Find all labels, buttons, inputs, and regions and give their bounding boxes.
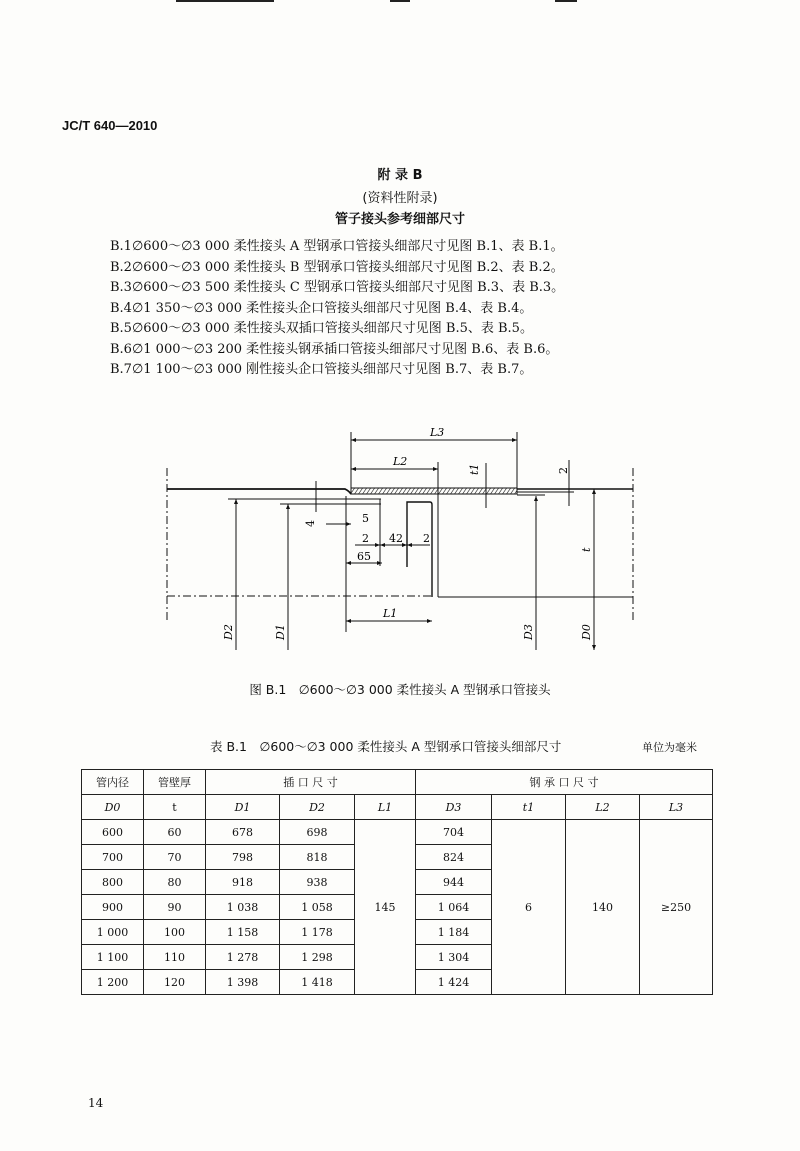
- dim-label: D3: [522, 624, 535, 640]
- list-item: B.2∅600～∅3 000 柔性接头 B 型钢承口管接头细部尺寸见图 B.2、表 B.2。: [110, 259, 564, 275]
- dim-label: 65: [357, 550, 371, 563]
- appendix-title: 附 录 B: [377, 168, 423, 183]
- cell: 918: [206, 870, 280, 895]
- table-row: [82, 820, 713, 845]
- cell: 798: [206, 845, 280, 870]
- dim-label: 2: [557, 467, 570, 474]
- standard-code: JC/T 640—2010: [62, 118, 158, 133]
- cell: 1 298: [280, 945, 355, 970]
- list-item: B.1∅600～∅3 000 柔性接头 A 型钢承口管接头细部尺寸见图 B.1、表 B.1。: [110, 239, 564, 254]
- cell: 1 000: [82, 920, 144, 945]
- cell: 938: [280, 870, 355, 895]
- appendix-subtitle: (资料性附录): [362, 191, 438, 206]
- cell: 1 158: [206, 920, 280, 945]
- cell: 70: [144, 845, 206, 870]
- header-D3: D3: [445, 800, 462, 814]
- cell: 1 058: [280, 895, 355, 920]
- header-wall: 管壁厚: [144, 770, 206, 795]
- dimension-table: [81, 769, 713, 995]
- dim-label: 5: [362, 512, 369, 525]
- cell: 800: [82, 870, 144, 895]
- header-bell: 钢 承 口 尺 寸: [416, 770, 713, 795]
- cell: 1 178: [280, 920, 355, 945]
- cell: 1 304: [416, 945, 492, 970]
- cell-t1: 6: [492, 820, 566, 995]
- page-number: 14: [88, 1096, 104, 1110]
- dim-label: 4: [304, 520, 317, 527]
- cell: 1 424: [416, 970, 492, 995]
- cell-L2: 140: [566, 820, 640, 995]
- header-inner-dia: 管内径: [82, 770, 144, 795]
- dim-label: t1: [468, 463, 481, 475]
- table-caption: 表 B.1 ∅600～∅3 000 柔性接头 A 型钢承口管接头细部尺寸: [210, 739, 562, 754]
- cell: 600: [82, 820, 144, 845]
- header-L1: L1: [377, 800, 393, 814]
- dim-label: t: [580, 547, 593, 552]
- cell: 824: [416, 845, 492, 870]
- header-D1: D1: [234, 800, 251, 814]
- pipe-outer-line: [167, 489, 351, 494]
- steel-bell-hatched: [351, 488, 517, 494]
- dim-label: L1: [383, 607, 398, 620]
- header-spigot: 插 口 尺 寸: [206, 770, 416, 795]
- cell-L1: 145: [355, 820, 416, 995]
- dim-label: D0: [580, 624, 593, 640]
- cell: 1 038: [206, 895, 280, 920]
- cell: 1 278: [206, 945, 280, 970]
- dim-label: 42: [389, 532, 403, 545]
- cell: 1 398: [206, 970, 280, 995]
- cell: 60: [144, 820, 206, 845]
- cell: 678: [206, 820, 280, 845]
- header-D0: D0: [104, 800, 121, 814]
- cell-L3: ≥250: [640, 820, 713, 995]
- dim-label: 2: [423, 532, 430, 545]
- list-item: B.7∅1 100～∅3 000 刚性接头企口管接头细部尺寸见图 B.7、表 B.7。: [110, 362, 533, 377]
- cell: 120: [144, 970, 206, 995]
- list-item: B.3∅600～∅3 500 柔性接头 C 型钢承口管接头细部尺寸见图 B.3、表 B.3。: [110, 280, 565, 295]
- header-L2: L2: [595, 800, 610, 814]
- list-item: B.4∅1 350～∅3 000 柔性接头企口管接头细部尺寸见图 B.4、表 B.4。: [110, 300, 533, 316]
- cell: 1 418: [280, 970, 355, 995]
- cell: 80: [144, 870, 206, 895]
- cell: 944: [416, 870, 492, 895]
- cell: 818: [280, 845, 355, 870]
- dim-label: 2: [362, 532, 369, 545]
- appendix-heading: 管子接头参考细部尺寸: [334, 212, 465, 227]
- cell: 1 064: [416, 895, 492, 920]
- dim-label: D1: [274, 624, 287, 640]
- header-D2: D2: [309, 800, 325, 814]
- cell: 90: [144, 895, 206, 920]
- header-t1: t1: [522, 800, 535, 814]
- cell: 1 200: [82, 970, 144, 995]
- dim-label: D2: [222, 624, 235, 640]
- header-t: t: [144, 795, 206, 820]
- cell: 704: [416, 820, 492, 845]
- cell: 900: [82, 895, 144, 920]
- cell: 1 100: [82, 945, 144, 970]
- figure-caption: 图 B.1 ∅600～∅3 000 柔性接头 A 型钢承口管接头: [249, 682, 551, 697]
- cell: 700: [82, 845, 144, 870]
- dim-label: L2: [393, 455, 408, 468]
- dim-label: L3: [430, 426, 445, 439]
- unit-note: 单位为毫米: [642, 741, 697, 754]
- header-L3: L3: [668, 800, 684, 814]
- cell: 698: [280, 820, 355, 845]
- list-item: B.5∅600～∅3 000 柔性接头双插口管接头细部尺寸见图 B.5、表 B.5。: [110, 321, 533, 336]
- cell: 1 184: [416, 920, 492, 945]
- cell: 110: [144, 945, 206, 970]
- cell: 100: [144, 920, 206, 945]
- list-item: B.6∅1 000～∅3 200 柔性接头钢承插口管接头细部尺寸见图 B.6、表 B.6。: [110, 341, 559, 357]
